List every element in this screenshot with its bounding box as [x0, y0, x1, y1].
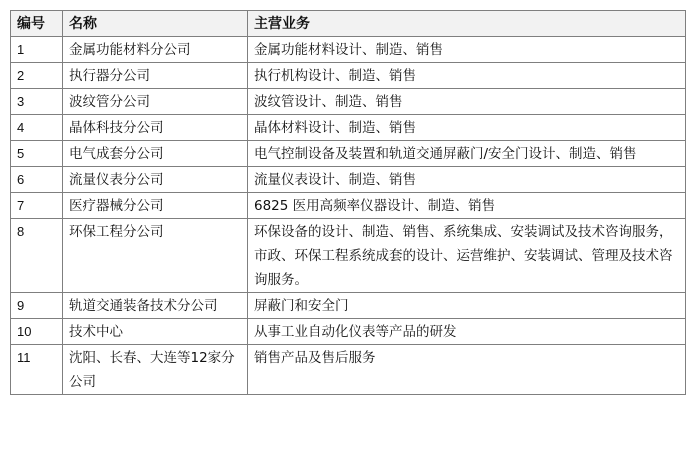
row-business: 从事工业自动化仪表等产品的研发 [248, 319, 686, 345]
row-number: 11 [11, 345, 63, 395]
row-business: 流量仪表设计、制造、销售 [248, 167, 686, 193]
row-name: 医疗器械分公司 [63, 193, 248, 219]
row-business: 销售产品及售后服务 [248, 345, 686, 395]
row-business: 6825 医用高频率仪器设计、制造、销售 [248, 193, 686, 219]
table-row [11, 167, 686, 193]
row-name: 沈阳、长春、大连等12家分公司 [63, 345, 248, 395]
company-business-table [10, 10, 686, 395]
row-number: 3 [11, 89, 63, 115]
row-business: 执行机构设计、制造、销售 [248, 63, 686, 89]
header-name: 名称 [63, 11, 248, 37]
table-row [11, 319, 686, 345]
row-business: 环保设备的设计、制造、销售、系统集成、安装调试及技术咨询服务，市政、环保工程系统成套的设计、运营维护、安装调试、管理及技术咨询服务。 [248, 219, 686, 293]
table-row [11, 219, 686, 293]
header-main-business: 主营业务 [248, 11, 686, 37]
table-row [11, 89, 686, 115]
table-row [11, 115, 686, 141]
row-number: 9 [11, 293, 63, 319]
row-business: 金属功能材料设计、制造、销售 [248, 37, 686, 63]
table-row [11, 37, 686, 63]
row-name: 金属功能材料分公司 [63, 37, 248, 63]
row-number: 10 [11, 319, 63, 345]
row-name: 轨道交通装备技术分公司 [63, 293, 248, 319]
row-name: 执行器分公司 [63, 63, 248, 89]
row-number: 8 [11, 219, 63, 293]
row-business: 波纹管设计、制造、销售 [248, 89, 686, 115]
row-name: 环保工程分公司 [63, 219, 248, 293]
row-number: 1 [11, 37, 63, 63]
row-name: 晶体科技分公司 [63, 115, 248, 141]
table-header-row [11, 11, 686, 37]
row-name: 电气成套分公司 [63, 141, 248, 167]
row-name: 技术中心 [63, 319, 248, 345]
table-row [11, 345, 686, 395]
row-name: 流量仪表分公司 [63, 167, 248, 193]
row-number: 5 [11, 141, 63, 167]
row-business: 晶体材料设计、制造、销售 [248, 115, 686, 141]
table-row [11, 293, 686, 319]
row-business: 电气控制设备及装置和轨道交通屏蔽门/安全门设计、制造、销售 [248, 141, 686, 167]
row-number: 6 [11, 167, 63, 193]
row-number: 2 [11, 63, 63, 89]
row-business: 屏蔽门和安全门 [248, 293, 686, 319]
row-number: 4 [11, 115, 63, 141]
header-number: 编号 [11, 11, 63, 37]
table-row [11, 63, 686, 89]
table-row [11, 193, 686, 219]
row-name: 波纹管分公司 [63, 89, 248, 115]
table-row [11, 141, 686, 167]
row-number: 7 [11, 193, 63, 219]
